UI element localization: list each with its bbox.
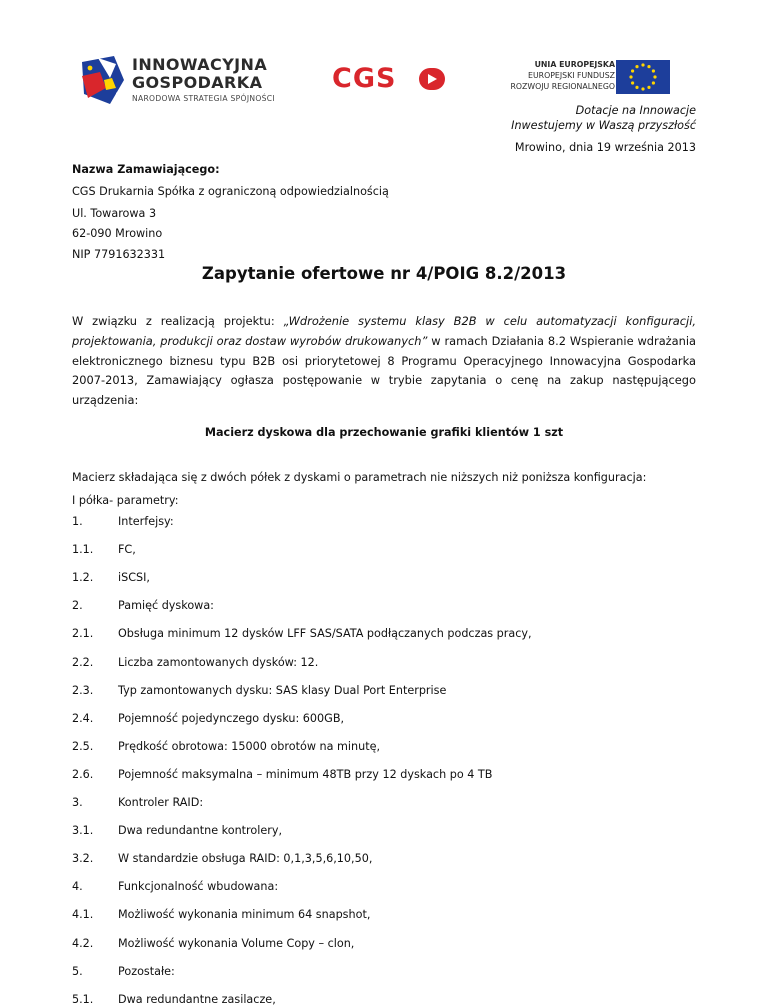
list-item-text: Typ zamontowanych dysku: SAS klasy Dual Port Enterprise: [118, 683, 447, 697]
list-item: [72, 937, 354, 950]
list-item-text: iSCSI,: [118, 571, 150, 585]
list-item: [72, 627, 532, 640]
list-item-text: Pamięć dyskowa:: [118, 599, 214, 613]
intro-project: „Wdrożenie systemu klasy B2B w celu automatyzacji konfiguracji, projektowania, produkcji oraz dostaw wyrobów drukowanych”: [72, 314, 696, 348]
list-item: [72, 824, 282, 837]
list-item-text: Dwa redundantne zasilacze,: [118, 992, 276, 1006]
list-item-text: Pojemność pojedynczego dysku: 600GB,: [118, 711, 345, 725]
list-item-text: Możliwość wykonania minimum 64 snapshot,: [118, 908, 371, 922]
list-item: [72, 796, 203, 809]
list-item: [72, 712, 344, 725]
shelf-label: I półka- parametry:: [72, 494, 179, 507]
list-item-text: Pozostałe:: [118, 964, 175, 978]
list-item-number: 2.1.: [72, 627, 94, 641]
list-item: [72, 993, 276, 1006]
innowacyjna-sub: NARODOWA STRATEGIA SPÓJNOŚCI: [132, 94, 275, 103]
list-item-number: 4.2.: [72, 936, 94, 950]
list-item-text: Liczba zamontowanych dysków: 12.: [118, 655, 319, 669]
buyer-label: Nazwa Zamawiającego:: [72, 163, 220, 176]
list-item-text: Kontroler RAID:: [118, 796, 204, 809]
list-item-number: 2.2.: [72, 655, 94, 669]
list-item-text: Prędkość obrotowa: 15000 obrotów na minutę,: [118, 739, 381, 753]
innowacyjna-star-icon: [80, 54, 130, 106]
list-item: [72, 965, 175, 978]
list-item-number: 4.1.: [72, 908, 94, 922]
list-item-text: Funkcjonalność wbudowana:: [118, 880, 279, 894]
list-item: [72, 543, 136, 556]
eu-logo: [500, 60, 670, 94]
place-date: Mrowino, dnia 19 września 2013: [514, 141, 696, 154]
list-item: [72, 908, 370, 921]
list-item: [72, 571, 150, 584]
list-item: [72, 599, 214, 612]
innowacyjna-line2: GOSPODARKA: [132, 73, 263, 92]
eu-flag-icon: [616, 60, 670, 94]
eu-line3: ROZWOJU REGIONALNEGO: [510, 82, 615, 91]
buyer-city: 62-090 Mrowino: [72, 227, 163, 240]
list-item-text: Dwa redundantne kontrolery,: [118, 824, 283, 838]
list-item-number: 3.2.: [72, 852, 94, 866]
slogan-line1: Dotacje na Innowacje: [575, 104, 696, 117]
list-item-number: 1.2.: [72, 571, 94, 585]
list-item: [72, 740, 380, 753]
cgs-logo-text: CGS: [332, 63, 397, 94]
intro-suffix: w ramach Działania 8.2 Wspieranie wdrażania elektronicznego biznesu typu B2B osi priorytetowej 8 Programu Operacyjnego Innowacyjna Gospodarka 2007-2013, Zamawiający ogłasza postępowanie w trybie zapytania o cenę na zakup następującego urządzenia:: [72, 333, 696, 408]
subject-heading: Macierz dyskowa dla przechowanie grafiki klientów 1 szt: [204, 426, 564, 439]
cgs-logo: [332, 63, 396, 97]
list-item: [72, 852, 372, 865]
buyer-street: Ul. Towarowa 3: [72, 207, 157, 220]
list-item-number: 1.1.: [72, 543, 94, 557]
list-item: [72, 656, 318, 669]
list-item-number: 5.1.: [72, 992, 94, 1006]
list-item-text: W standardzie obsługa RAID: 0,1,3,5,6,10,50,: [118, 852, 373, 866]
list-item: [72, 684, 446, 697]
list-item-number: 2.4.: [72, 711, 94, 725]
buyer-nip: NIP 7791632331: [72, 248, 166, 261]
list-item-number: 3.: [72, 796, 83, 809]
intro-paragraph: [72, 312, 696, 411]
list-item-text: FC,: [118, 543, 136, 557]
list-item-number: 2.3.: [72, 683, 94, 697]
innowacyjna-line1: INNOWACYJNA: [132, 55, 268, 74]
list-item-text: Pojemność maksymalna – minimum 48TB przy 12 dyskach po 4 TB: [118, 767, 493, 781]
eu-line2: EUROPEJSKI FUNDUSZ: [528, 71, 615, 80]
list-item: [72, 768, 492, 781]
list-item-number: 2.: [72, 599, 83, 613]
list-item-text: Interfejsy:: [118, 515, 174, 528]
list-item-text: Możliwość wykonania Volume Copy – clon,: [118, 936, 355, 950]
list-item-number: 1.: [72, 515, 83, 528]
eu-line1: UNIA EUROPEJSKA: [534, 60, 615, 69]
description: Macierz składająca się z dwóch półek z dyskami o parametrach nie niższych niż poniższa konfiguracja:: [72, 471, 647, 484]
list-item: [72, 515, 174, 528]
list-item-number: 5.: [72, 964, 83, 978]
cgs-play-icon: [418, 67, 446, 91]
list-item-number: 2.5.: [72, 739, 94, 753]
list-item: [72, 880, 278, 893]
list-item-text: Obsługa minimum 12 dysków LFF SAS/SATA podłączanych podczas pracy,: [118, 627, 532, 641]
list-item-number: 2.6.: [72, 767, 94, 781]
innowacyjna-gospodarka-logo: [80, 54, 290, 110]
list-item-number: 4.: [72, 880, 83, 894]
buyer-name: CGS Drukarnia Spółka z ograniczoną odpowiedzialnością: [72, 185, 389, 198]
intro-prefix: W związku z realizacją projektu:: [72, 314, 284, 328]
list-item-number: 3.1.: [72, 824, 94, 838]
slogan-line2: Inwestujemy w Waszą przyszłość: [511, 119, 696, 132]
page-title: Zapytanie ofertowe nr 4/POIG 8.2/2013: [201, 264, 567, 283]
